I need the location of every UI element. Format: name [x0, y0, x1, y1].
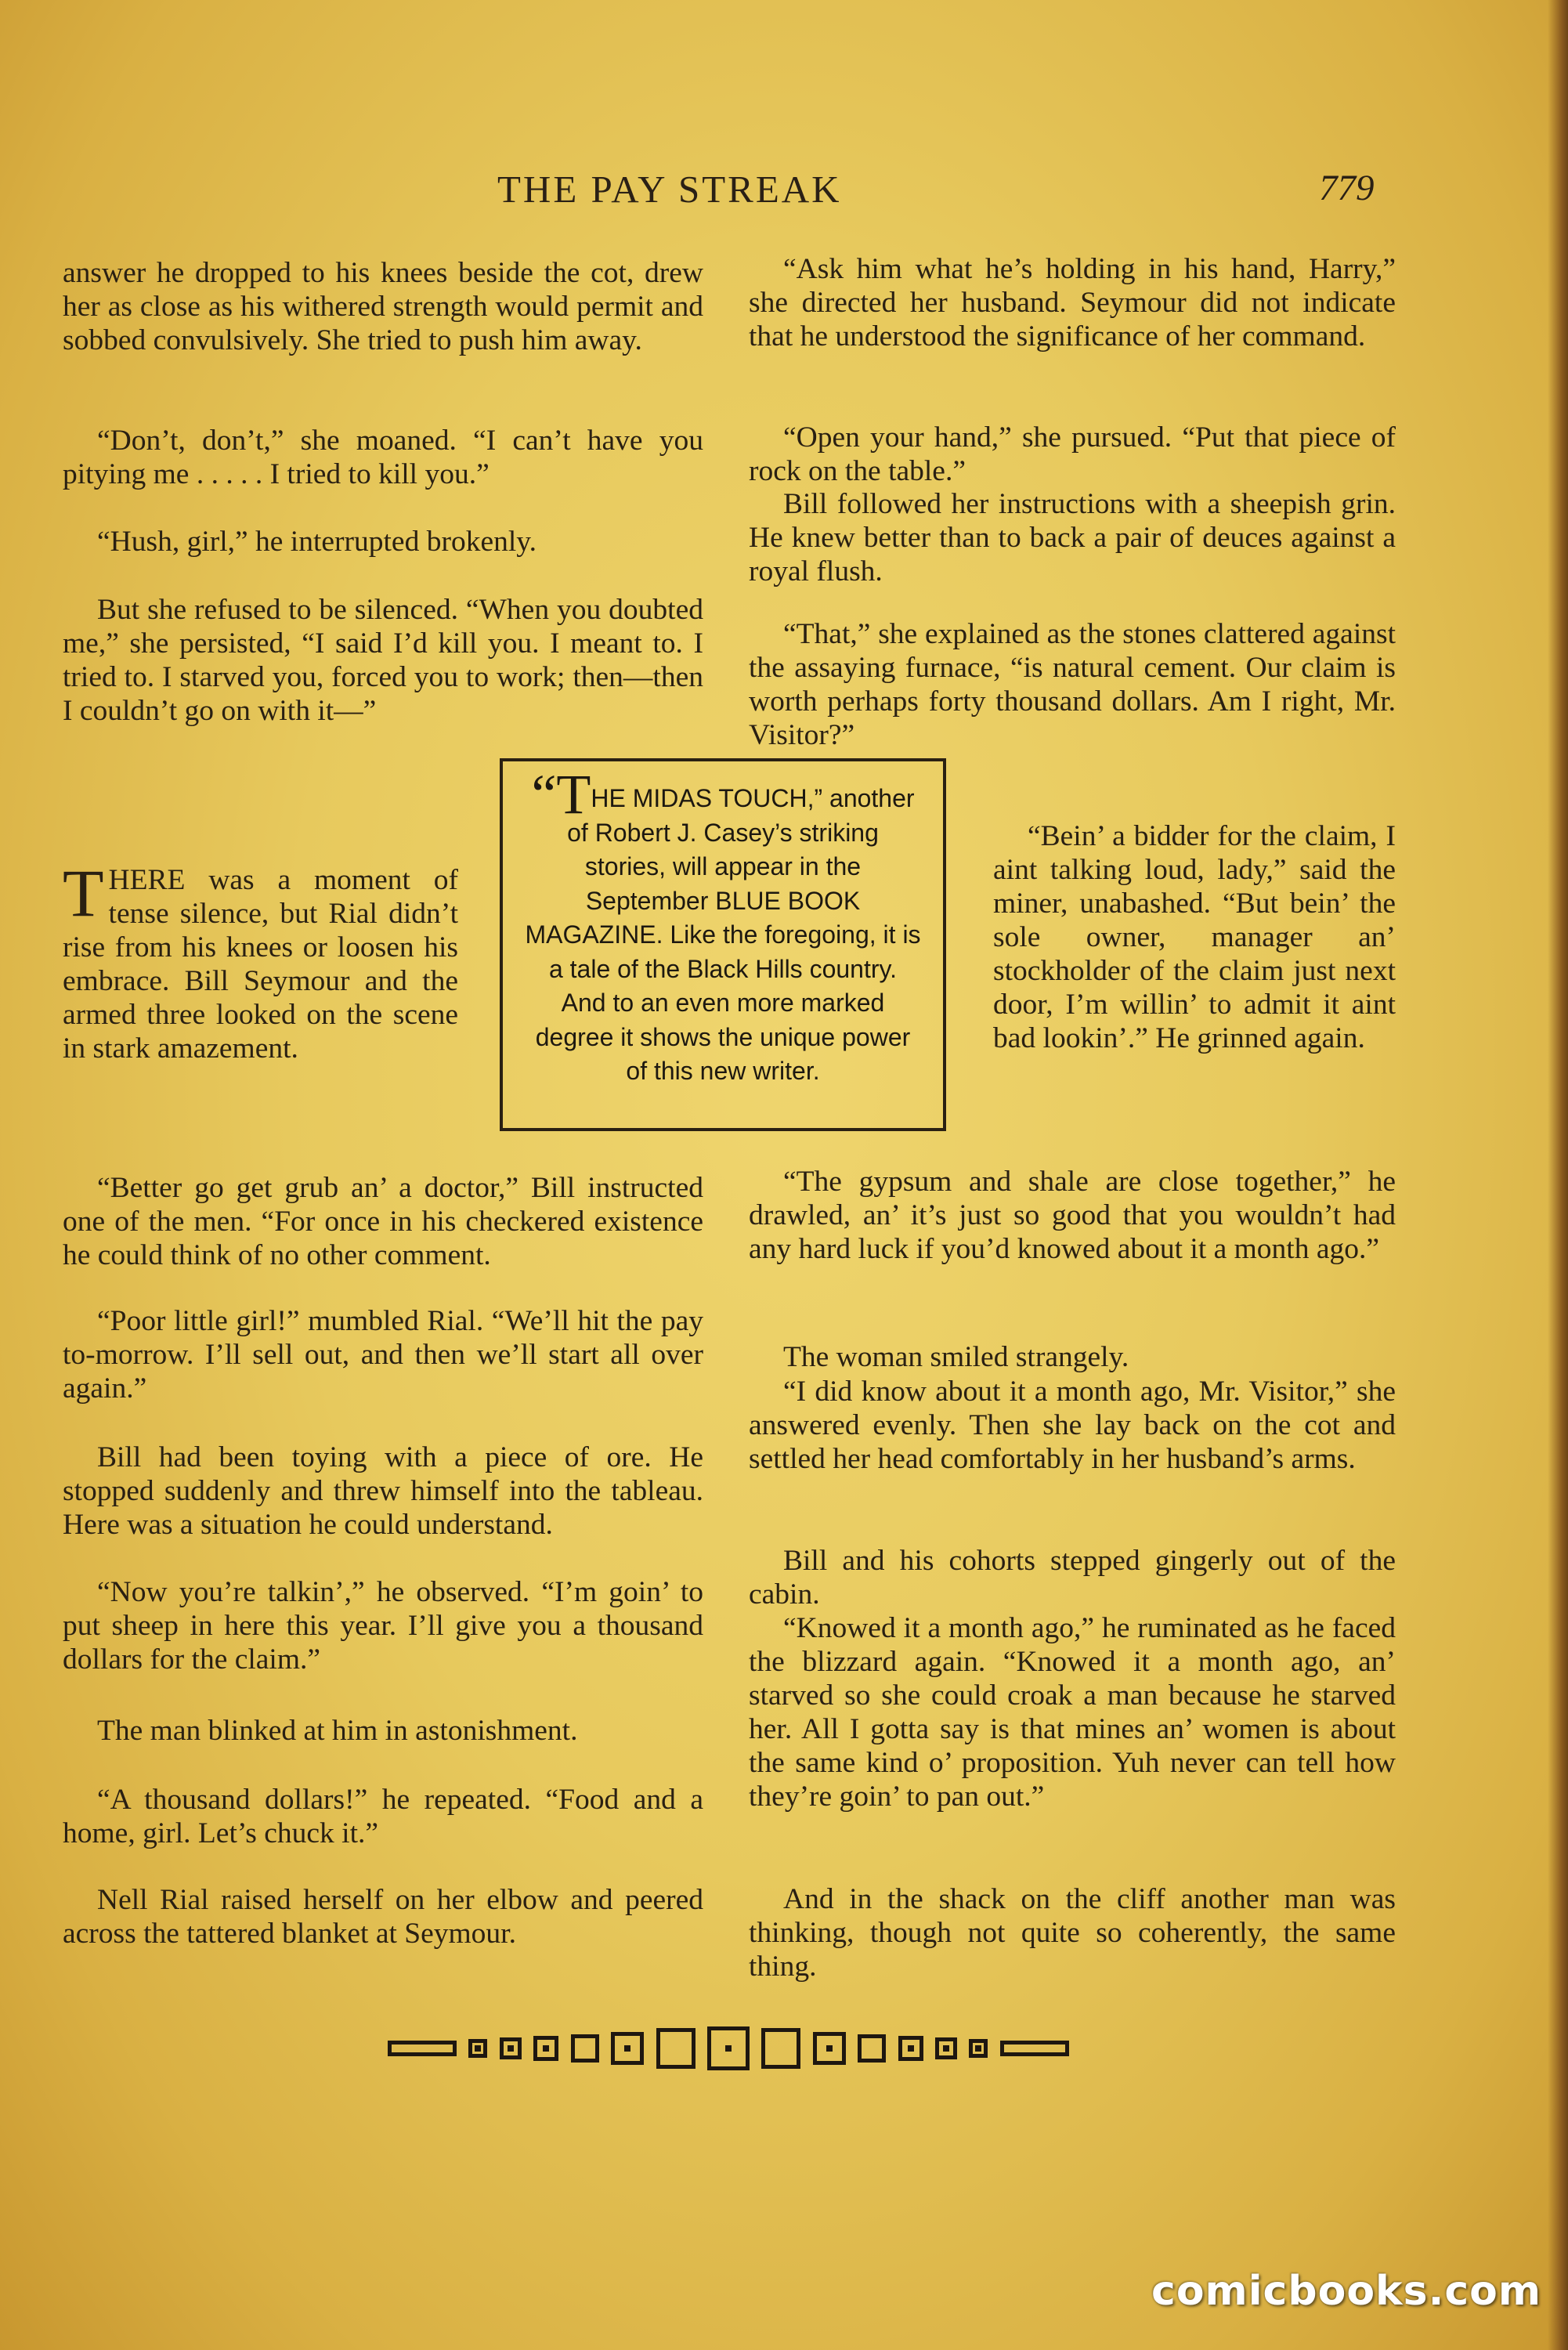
ornament-square — [656, 2028, 695, 2069]
left-paragraph-6: “Better go get grub an’ a doctor,” Bill instructed one of the men. “For once in his checkered existence he could think of no other comment. — [63, 1172, 703, 1271]
right-paragraph-10: “Knowed it a month ago,” he ruminated as he faced the blizzard again. “Knowed it a month ago, an’ starved so she could croak a man because he starved her. All I gotta say is that mines an’ women is about the same kind o’ proposition. Yuh never can tell how they’re goin’ to pan out.” — [749, 1612, 1396, 1813]
left-paragraph-10: The man blinked at him in astonishment. — [97, 1715, 578, 1747]
right-paragraph-6: “The gypsum and shale are close together,” he drawled, an’ it’s just so good that you wouldn’t had any hard luck if you’d knowed about it a month ago.” — [749, 1166, 1396, 1265]
story-announcement-box — [500, 758, 946, 1131]
right-paragraph-7: The woman smiled strangely. — [783, 1341, 1129, 1373]
callout-text: HE MIDAS TOUCH,” another of Robert J. Casey’s striking stories, will appear in the September BLUE BOOK MAGAZINE. Like the foregoing, it is a tale of the Black Hills country. And to an even more marked degree it shows the unique power of this new writer. — [525, 784, 921, 1085]
ornament-square — [813, 2032, 846, 2065]
ornament-square — [969, 2039, 988, 2058]
callout-initial: “T — [531, 763, 591, 826]
ornament-bar — [1000, 2041, 1069, 2056]
ornament-square — [571, 2034, 599, 2063]
left-paragraph-2: “Don’t, don’t,” she moaned. “I can’t have you pitying me . . . . . I tried to kill you.” — [63, 425, 703, 490]
left-paragraph-7: “Poor little girl!” mumbled Rial. “We’ll hit the pay to-morrow. I’ll sell out, and then we’ll start all over again.” — [63, 1305, 703, 1405]
ornament-square — [935, 2037, 957, 2059]
left-paragraph-1: answer he dropped to his knees beside the cot, drew her as close as his withered strength would permit and sobbed convulsively. She tried to push him away. — [63, 257, 703, 356]
ornament-square — [858, 2034, 886, 2063]
right-paragraph-2: “Open your hand,” she pursued. “Put that piece of rock on the table.” — [749, 421, 1396, 487]
end-ornament — [388, 2025, 1069, 2072]
right-paragraph-11: And in the shack on the cliff another man was thinking, though not quite so coherently, the same thing. — [749, 1883, 1396, 1983]
right-paragraph-8: “I did know about it a month ago, Mr. Visitor,” she answered evenly. Then she lay back on the cot and settled her head comfortably in her husband’s arms. — [749, 1376, 1396, 1475]
left-paragraph-11: “A thousand dollars!” he repeated. “Food and a home, girl. Let’s chuck it.” — [63, 1784, 703, 1849]
left-paragraph-3: “Hush, girl,” he interrupted brokenly. — [97, 526, 537, 558]
ornament-square — [468, 2039, 487, 2058]
left-paragraph-4: But she refused to be silenced. “When you doubted me,” she persisted, “I said I’d kill you. I meant to. I tried to. I starved you, forced you to work; then—then I couldn’t go on with it—” — [63, 594, 703, 727]
left-paragraph-9: “Now you’re talkin’,” he observed. “I’m goin’ to put sheep in here this year. I’ll give you a thousand dollars for the claim.” — [63, 1576, 703, 1676]
ornament-square — [533, 2036, 558, 2061]
page-number: 779 — [1319, 168, 1375, 208]
right-paragraph-5: “Bein’ a bidder for the claim, I aint talking loud, lady,” said the miner, unabashed. “But bein’ the sole owner, manager an’ stockholder of the claim just next door, I’m willin’ to admit it aint bad lookin’.” He grinned again. — [993, 820, 1396, 1054]
right-paragraph-4: “That,” she explained as the stones clattered against the assaying furnace, “is natural cement. Our claim is worth perhaps forty thousand dollars. Am I right, Mr. Visitor?” — [749, 618, 1396, 751]
left-paragraph-8: Bill had been toying with a piece of ore. He stopped suddenly and threw himself into the tableau. Here was a situation he could understand. — [63, 1441, 703, 1541]
ornament-square — [898, 2036, 923, 2061]
right-paragraph-1: “Ask him what he’s holding in his hand, Harry,” she directed her husband. Seymour did not indicate that he understood the significance of her command. — [749, 253, 1396, 352]
running-title: THE PAY STREAK — [497, 168, 842, 211]
ornament-square — [611, 2032, 644, 2065]
left-paragraph-12: Nell Rial raised herself on her elbow and peered across the tattered blanket at Seymour. — [63, 1884, 703, 1950]
page-edge-shadow — [1548, 0, 1568, 2350]
right-paragraph-3: Bill followed her instructions with a sheepish grin. He knew better than to back a pair of deuces against a royal flush. — [749, 488, 1396, 588]
ornament-square — [500, 2037, 522, 2059]
left-paragraph-5: THERE was a moment of tense silence, but Rial didn’t rise from his knees or loosen his embrace. Bill Seymour and the armed three looked on the scene in stark amazement. — [63, 855, 458, 1065]
ornament-bar — [388, 2041, 457, 2056]
right-paragraph-9: Bill and his cohorts stepped gingerly out of the cabin. — [749, 1545, 1396, 1611]
ornament-center-square — [707, 2026, 750, 2070]
running-head — [63, 167, 1394, 222]
watermark: comicbooks.com — [1151, 2268, 1542, 2315]
ornament-square — [761, 2028, 800, 2069]
